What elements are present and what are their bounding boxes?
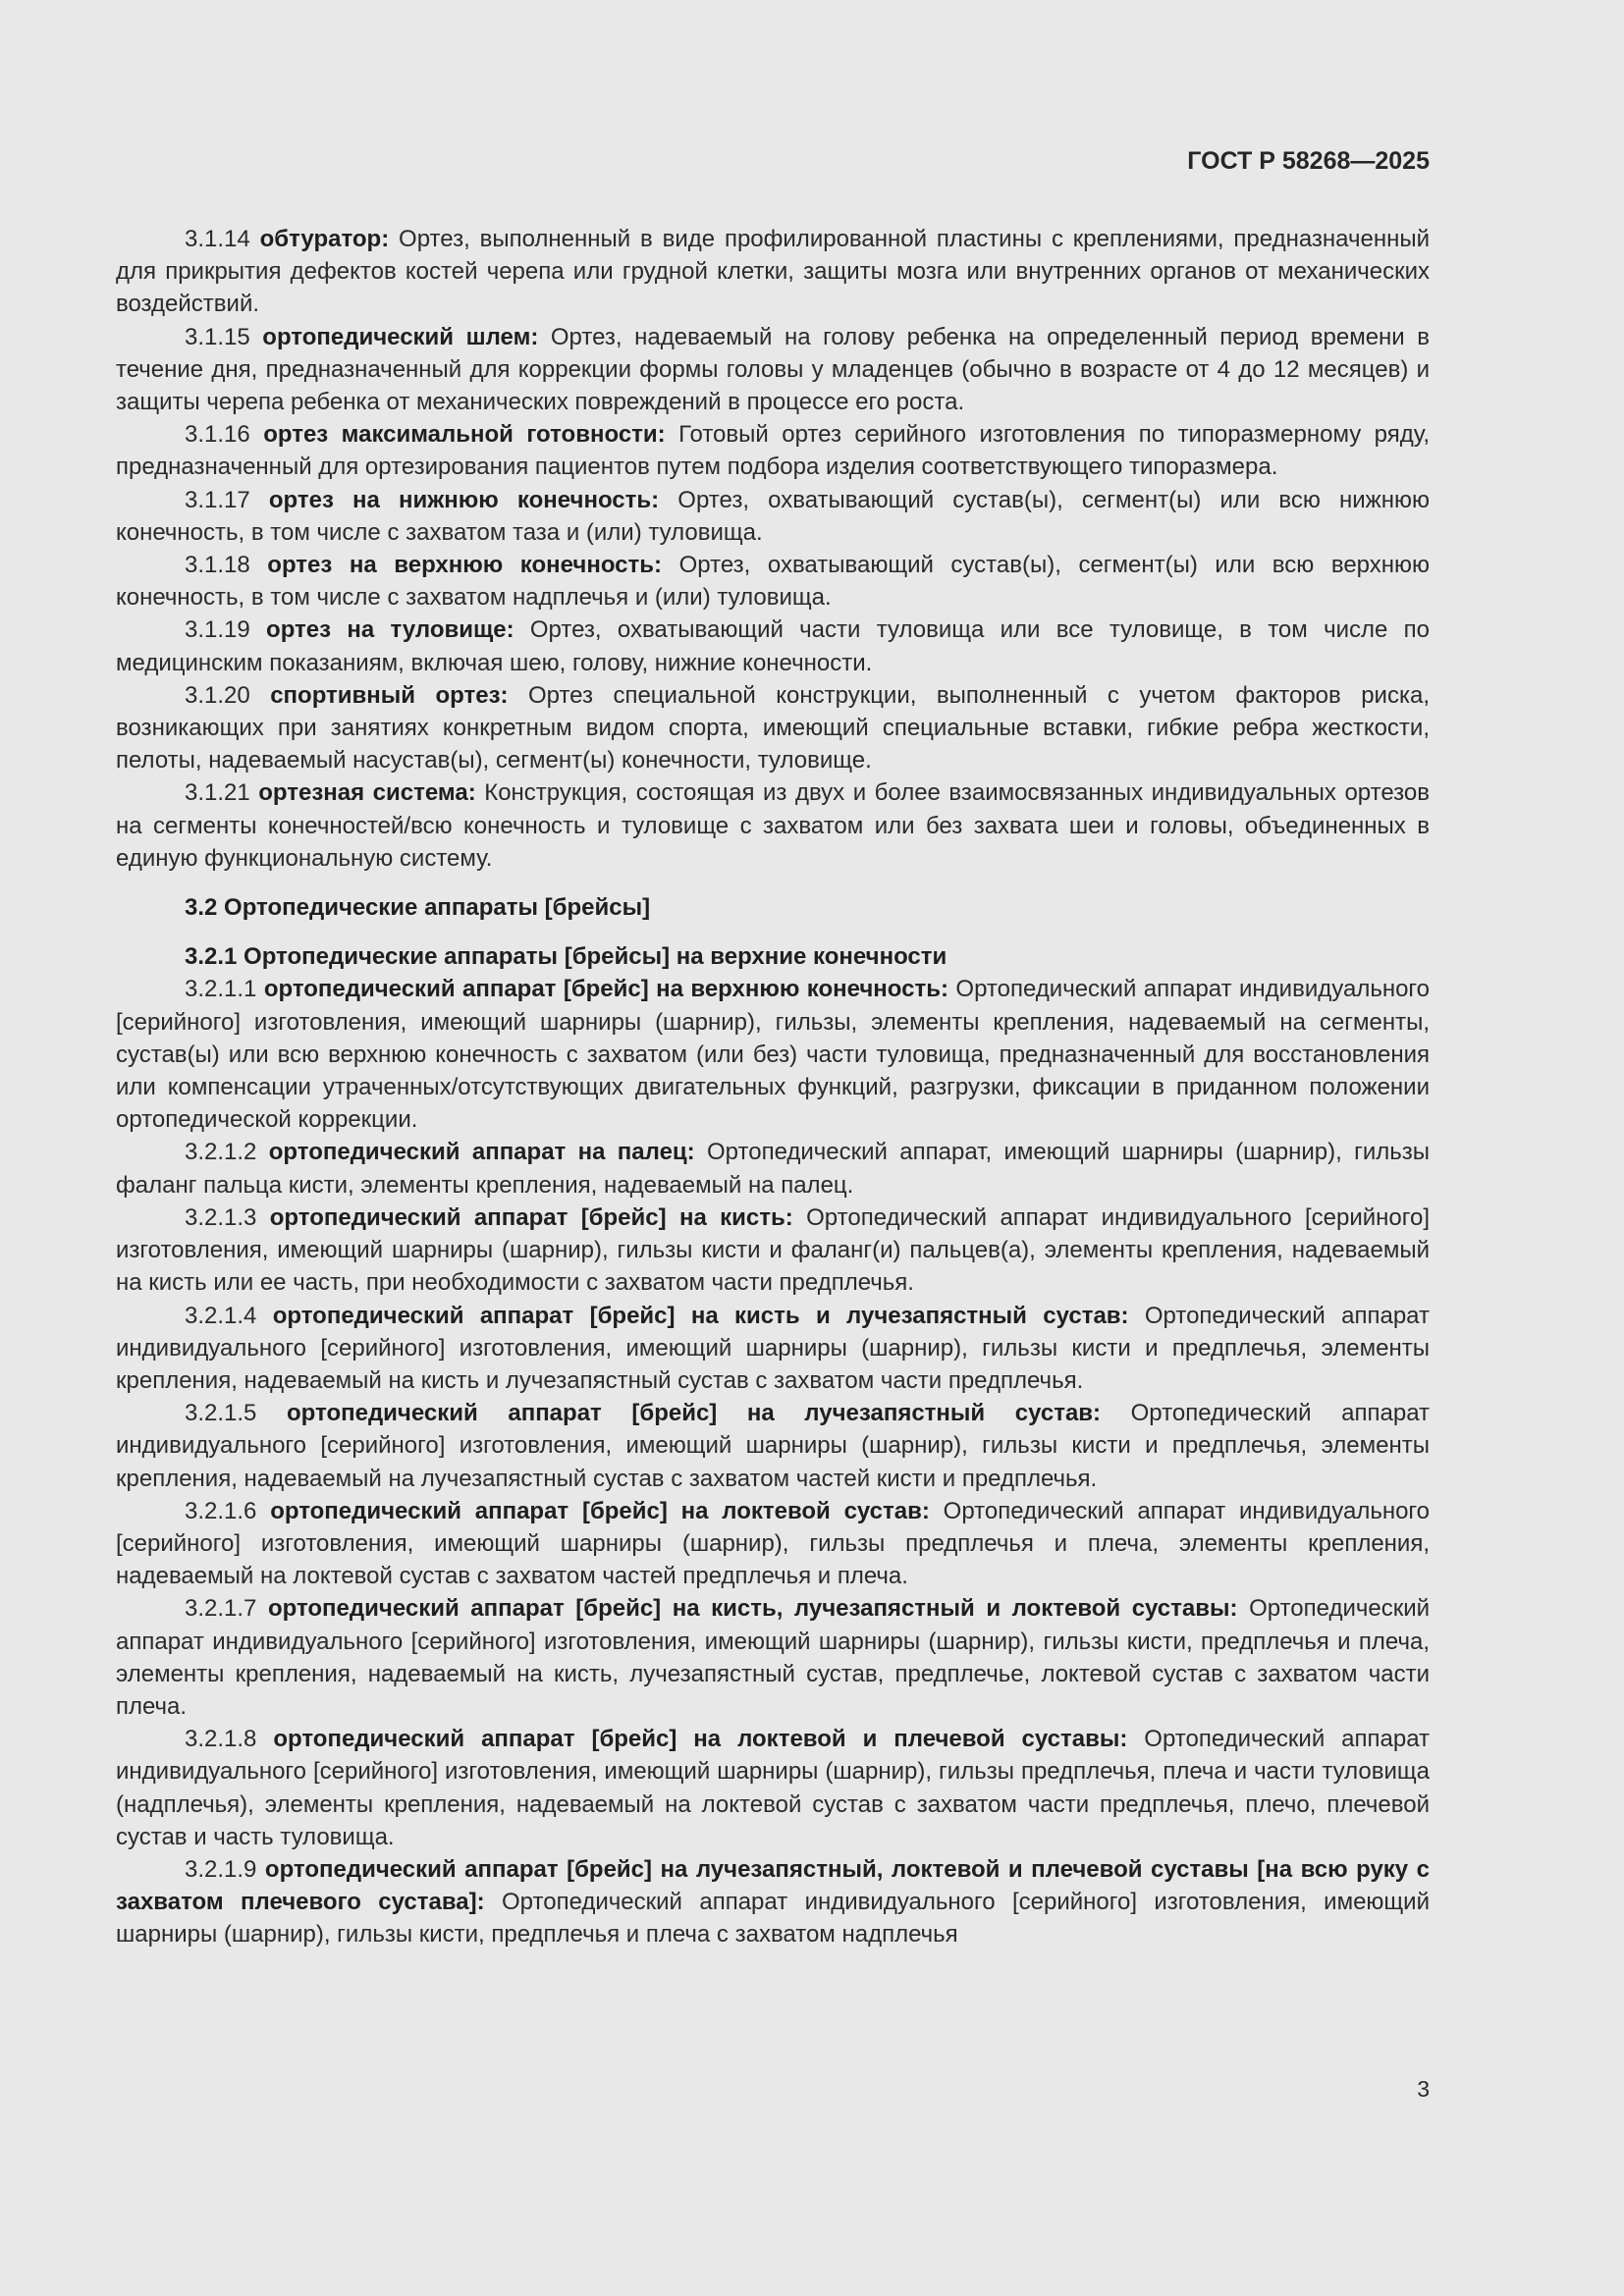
term-number: 3.2.1.4 (185, 1302, 257, 1329)
term-number: 3.2.1.7 (185, 1595, 257, 1623)
terms-list-b (116, 973, 1430, 1950)
term-name: ортопедический аппарат [брейс] на кисть и лучезапястный сустав: (272, 1302, 1129, 1329)
term-name: ортопедический аппарат [брейс] на верхнюю конечность: (263, 976, 948, 1003)
term-definition: Ортез, надеваемый на голову ребенка на определенный период времени в течение дня, предназначенный для коррекции формы головы у младенцев (обычно в возрасте от 4 до 12 месяцев) и защиты черепа ребенка от механических повреждений в процессе его роста. (116, 323, 1431, 416)
section-heading: 3.2 Ортопедические аппараты [брейсы] (185, 894, 651, 922)
term-entry (116, 321, 1430, 419)
term-entry (116, 223, 1430, 321)
term-name: ортопедический аппарат [брейс] на лучезапястный сустав: (287, 1400, 1102, 1427)
term-definition: Ортопедический аппарат индивидуального [серийного] изготовления, имеющий шарниры (шарнир), гильзы, элементы крепления, надеваемый на сегменты, сустав(ы) или всю верхнюю конечность с захватом (или без) части туловища, предназначенный для восстановления или компенсации утраченных/отсутствующих двигательных функций, разгрузки, фиксации в приданном положении ортопедической коррекции. (116, 976, 1430, 1134)
term-entry (116, 1592, 1430, 1723)
term-name: ортопедический аппарат [брейс] на локтевой и плечевой суставы: (273, 1726, 1128, 1753)
term-definition: Ортопедический аппарат, имеющий шарниры (шарнир), гильзы фаланг пальца кисти, элементы крепления, надеваемый на палец. (116, 1139, 1431, 1199)
term-number: 3.1.14 (185, 226, 250, 252)
term-definition: Ортез, охватывающий сустав(ы), сегмент(ы) или всю нижнюю конечность, в том числе с захватом таза и (или) туловища. (116, 486, 1430, 546)
term-number: 3.1.16 (185, 421, 250, 449)
term-name: ортопедический аппарат [брейс] на кисть, лучезапястный и локтевой суставы: (267, 1595, 1238, 1623)
term-name: ортопедический шлем: (262, 323, 539, 350)
page-number: 3 (1417, 2076, 1430, 2102)
term-name: ортез на нижнюю конечность: (268, 486, 660, 513)
term-entry (116, 679, 1430, 777)
term-number: 3.2.1.1 (185, 976, 257, 1003)
term-number: 3.2.1.2 (185, 1139, 257, 1166)
term-entry (116, 1723, 1430, 1853)
term-name: ортопедический аппарат [брейс] на кисть: (269, 1203, 793, 1231)
term-definition: Ортез, охватывающий сустав(ы), сегмент(ы) или всю верхнюю конечность, в том числе с захватом надплечья и (или) туловища. (116, 552, 1431, 612)
term-entry (116, 776, 1430, 875)
term-number: 3.1.15 (185, 323, 250, 350)
term-definition: Ортопедический аппарат индивидуального [серийного] изготовления, имеющий шарниры (шарнир), гильзы кисти и предплечья, элементы крепления, надеваемый на лучезапястный сустав с захватом частей кисти и предплечья. (116, 1400, 1431, 1492)
term-name: ортез на туловище: (266, 616, 514, 644)
term-entry (116, 614, 1430, 678)
term-definition: Ортез, охватывающий части туловища или все туловище, в том числе по медицинским показаниям, включая шею, голову, нижние конечности. (116, 616, 1430, 676)
term-number: 3.2.1.5 (185, 1400, 257, 1427)
term-number: 3.1.20 (185, 681, 250, 709)
term-number: 3.2.1.9 (185, 1855, 257, 1883)
terms-list-a (116, 223, 1430, 875)
document-body (116, 223, 1430, 1951)
term-definition: Ортопедический аппарат индивидуального [серийного] изготовления, имеющий шарниры (шарнир), гильзы кисти и предплечья, элементы крепления, надеваемый на кисть и лучезапястный сустав с захватом части предплечья. (116, 1302, 1430, 1394)
term-definition: Ортопедический аппарат индивидуального [серийного] изготовления, имеющий шарниры (шарнир), гильзы предплечья и плеча, элементы крепления, надеваемый на локтевой сустав с захватом частей предплечья и плеча. (116, 1497, 1431, 1590)
term-name: ортопедический аппарат [брейс] на лучезапястный, локтевой и плечевой суставы [на всю руку с захватом плечевого сустава]: (116, 1855, 1430, 1916)
term-definition: Ортопедический аппарат индивидуального [серийного] изготовления, имеющий шарниры (шарнир), гильзы предплечья, плеча и части туловища (надплечья), элементы крепления, надеваемый на локтевой сустав с захватом части предплечья, плечо, плечевой сустав и часть туловища. (116, 1726, 1431, 1850)
term-definition: Ортез, выполненный в виде профилированной пластины с креплениями, предназначенный для прикрытия дефектов костей черепа или грудной клетки, защиты мозга или внутренних органов от механических воздействий. (116, 226, 1430, 318)
term-name: спортивный ортез: (270, 681, 509, 709)
term-name: ортопедический аппарат на палец: (268, 1139, 695, 1166)
term-number: 3.2.1.6 (185, 1497, 257, 1524)
term-entry (116, 418, 1430, 483)
term-entry (116, 1397, 1430, 1495)
term-definition: Конструкция, состоящая из двух и более взаимосвязанных индивидуальных ортезов на сегменты конечностей/всю конечность и туловище с захватом или без захвата шеи и головы, объединенных в единую функциональную систему. (116, 779, 1431, 872)
term-number: 3.2.1.8 (185, 1726, 257, 1753)
term-entry (116, 1495, 1430, 1593)
term-entry (116, 1300, 1430, 1398)
document-header: ГОСТ Р 58268—2025 (1187, 147, 1430, 175)
term-entry (116, 1136, 1430, 1201)
term-name: ортез максимальной готовности: (263, 421, 666, 449)
term-name: обтуратор: (259, 226, 390, 252)
term-definition: Ортез специальной конструкции, выполненный с учетом факторов риска, возникающих при занятиях конкретным видом спорта, имеющий специальные вставки, гибкие ребра жесткости, пелоты, надеваемый насустав(ы), сегмент(ы) конечности, туловище. (116, 681, 1431, 774)
term-number: 3.1.18 (185, 552, 250, 579)
subsection-heading: 3.2.1 Ортопедические аппараты [брейсы] на верхние конечности (185, 943, 947, 971)
term-definition: Ортопедический аппарат индивидуального [серийного] изготовления, имеющий шарниры (шарнир), гильзы кисти, предплечья и плеча, элементы крепления, надеваемый на кисть, лучезапястный сустав, предплечье, локтевой сустав с захватом части плеча. (116, 1595, 1431, 1720)
term-definition: Ортопедический аппарат индивидуального [серийного] изготовления, имеющий шарниры (шарнир), гильзы кисти и фаланг(и) пальцев(а), элементы крепления, надеваемый на кисть или ее часть, при необходимости с захватом части предплечья. (116, 1203, 1431, 1297)
term-name: ортез на верхнюю конечность: (267, 552, 663, 579)
term-entry (116, 549, 1430, 614)
term-number: 3.1.21 (185, 779, 250, 807)
term-name: ортезная система: (258, 779, 476, 807)
term-entry (116, 1201, 1430, 1300)
term-definition: Готовый ортез серийного изготовления по типоразмерному ряду, предназначенный для ортезирования пациентов путем подбора изделия соответствующего типоразмера. (116, 421, 1431, 481)
term-number: 3.2.1.3 (185, 1203, 257, 1231)
term-entry (116, 484, 1430, 549)
term-number: 3.1.17 (185, 486, 250, 513)
term-number: 3.1.19 (185, 616, 250, 644)
term-name: ортопедический аппарат [брейс] на локтевой сустав: (270, 1497, 930, 1524)
term-definition: Ортопедический аппарат индивидуального [серийного] изготовления, имеющий шарниры (шарнир), гильзы кисти, предплечья и плеча с захватом надплечья (116, 1889, 1430, 1949)
term-entry (116, 1853, 1430, 1951)
term-entry (116, 973, 1430, 1136)
